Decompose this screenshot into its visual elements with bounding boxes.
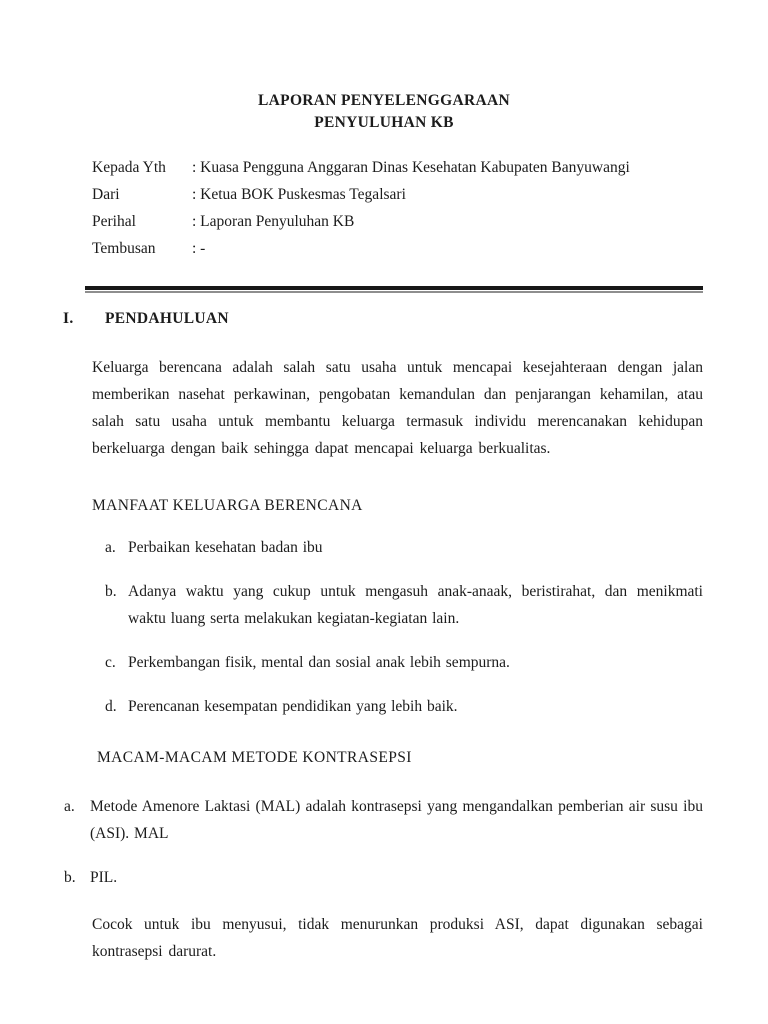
- meta-row-tembusan: [92, 235, 703, 262]
- meta-label: Tembusan: [92, 240, 156, 257]
- section-heading-pendahuluan: [63, 305, 703, 332]
- meta-label: Dari: [92, 186, 120, 203]
- list-item: [64, 793, 703, 847]
- section-title: PENDAHULUAN: [105, 310, 229, 327]
- list-item: [105, 693, 703, 720]
- pil-note-paragraph: Cocok untuk ibu menyusui, tidak menurunkan produksi ASI, dapat digunakan sebagai kontrasepsi darurat.: [92, 916, 703, 960]
- list-marker: d.: [105, 698, 117, 715]
- meta-label: Kepada Yth: [92, 159, 166, 176]
- list-item: [105, 649, 703, 676]
- list-item-text: Perencanan kesempatan pendidikan yang lebih baik.: [128, 698, 458, 715]
- section-number: I.: [63, 310, 74, 327]
- meta-row-dari: [92, 181, 703, 208]
- meta-value: : -: [192, 240, 206, 257]
- list-item: [105, 534, 703, 561]
- list-marker: a.: [105, 539, 116, 556]
- meta-value: : Ketua BOK Puskesmas Tegalsari: [192, 186, 406, 203]
- benefits-list: [0, 534, 768, 720]
- methods-list: [0, 793, 768, 891]
- list-item: [105, 578, 703, 632]
- list-marker: b.: [64, 869, 76, 886]
- meta-row-kepada: [92, 154, 703, 181]
- intro-paragraph: Keluarga berencana adalah salah satu usaha untuk mencapai kesejahteraan dengan jalan memberikan nasehat perkawinan, pengobatan kemandulan dan penjarangan kehamilan, atau salah satu usaha untuk membantu keluarga termasuk individu merencanakan kehidupan berkeluarga dengan baik sehingga dapat mencapai keluarga berkualitas.: [92, 359, 703, 457]
- title-line-1: LAPORAN PENYELENGGARAAN: [258, 92, 510, 109]
- list-marker: a.: [64, 798, 75, 815]
- document-title: [0, 0, 768, 134]
- subheading-macam-kontrasepsi: MACAM-MACAM METODE KONTRASEPSI: [97, 749, 412, 766]
- list-item-text: Perbaikan kesehatan badan ibu: [128, 539, 323, 556]
- title-line-2: PENYULUHAN KB: [314, 114, 454, 131]
- list-item-text: PIL.: [90, 869, 118, 886]
- list-item-text: Perkembangan fisik, mental dan sosial anak lebih sempurna.: [128, 654, 510, 671]
- list-item: [64, 864, 703, 891]
- divider-thick-thin: [85, 286, 703, 293]
- subheading-manfaat: MANFAAT KELUARGA BERENCANA: [92, 497, 363, 514]
- meta-value: : Kuasa Pengguna Anggaran Dinas Kesehatan Kabupaten Banyuwangi: [192, 159, 630, 176]
- meta-row-perihal: [92, 208, 703, 235]
- list-item-text: Adanya waktu yang cukup untuk mengasuh anak-anaak, beristirahat, dan menikmati waktu luang serta melakukan kegiatan-kegiatan lain.: [128, 583, 703, 627]
- list-marker: c.: [105, 654, 116, 671]
- list-item-text: Metode Amenore Laktasi (MAL) adalah kontrasepsi yang mengandalkan pemberian air susu ibu (ASI). MAL: [90, 798, 703, 842]
- list-marker: b.: [105, 583, 117, 600]
- letter-meta: [92, 154, 703, 262]
- meta-label: Perihal: [92, 213, 136, 230]
- meta-value: : Laporan Penyuluhan KB: [192, 213, 355, 230]
